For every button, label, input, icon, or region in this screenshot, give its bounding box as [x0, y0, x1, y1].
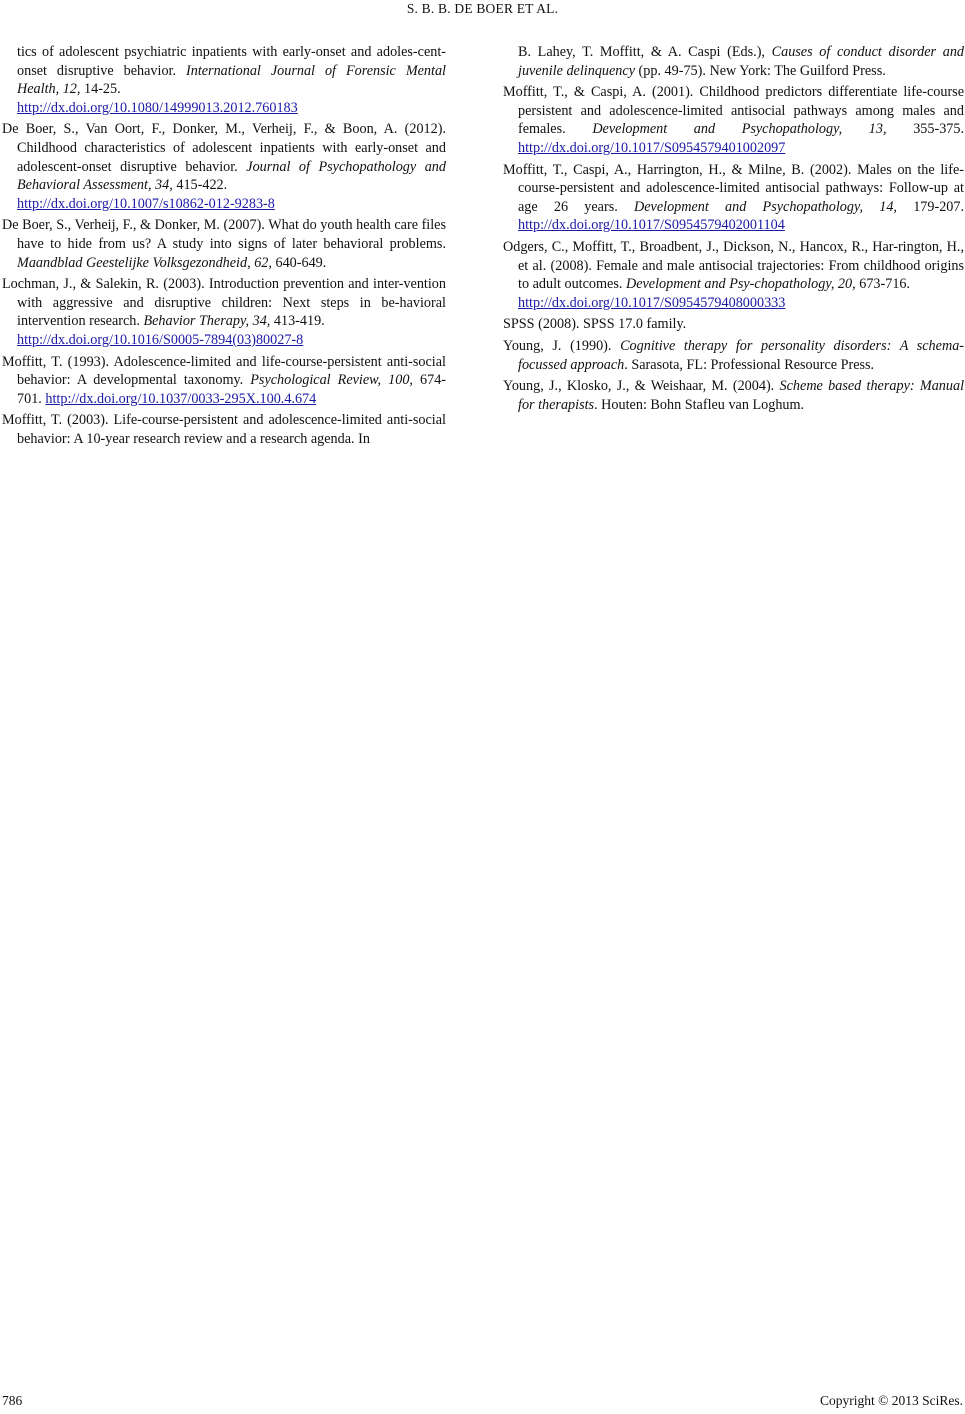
doi-link[interactable]: http://dx.doi.org/10.1017/S0954579408000333 [518, 294, 786, 311]
reference-entry [2, 216, 446, 272]
reference-authors: tics of adolescent psychiatric inpatients with early-onset and adoles-cent-onset disruptive behavior. [17, 44, 446, 79]
doi-link[interactable]: http://dx.doi.org/10.1007/s10862-012-9283-8 [17, 195, 275, 212]
doi-link[interactable]: http://dx.doi.org/10.1016/S0005-7894(03)80027-8 [17, 331, 304, 348]
reference-journal: Development and Psy-chopathology, 20, [625, 276, 856, 293]
reference-pages: 640-649. [275, 254, 327, 271]
doi-link[interactable]: http://dx.doi.org/10.1080/14999013.2012.760183 [17, 99, 298, 116]
reference-entry [503, 337, 964, 374]
reference-journal: Behavior Therapy, 34, [143, 313, 271, 330]
reference-entry [503, 83, 964, 157]
doi-link[interactable]: http://dx.doi.org/10.1017/S0954579401002097 [518, 139, 786, 156]
reference-entry [503, 161, 964, 235]
reference-book-title: Causes of conduct disorder and juvenile delinquency [518, 44, 965, 79]
running-head: S. B. B. DE BOER ET AL. [406, 1, 559, 16]
copyright-notice: Copyright © 2013 SciRes. [819, 1393, 963, 1408]
reference-journal: Development and Psychopathology, 14, [634, 198, 897, 215]
reference-pages: 673-716. [859, 276, 911, 293]
reference-pages: 413-419. [273, 313, 325, 330]
references-left-column [2, 43, 446, 451]
reference-authors: Young, J., Klosko, J., & Weishaar, M. (2004). [503, 378, 775, 395]
reference-pages: 14-25. [84, 81, 121, 98]
page-footer [0, 1391, 965, 1411]
doi-link[interactable]: http://dx.doi.org/10.1037/0033-295X.100.4.674 [45, 390, 317, 407]
reference-publisher: . Sarasota, FL: Professional Resource Press. [624, 356, 875, 373]
reference-entry [503, 43, 964, 80]
reference-entry [2, 43, 446, 117]
reference-pages: 355-375. [913, 121, 965, 138]
doi-link[interactable]: http://dx.doi.org/10.1017/S0954579402001104 [518, 217, 785, 234]
reference-entry [2, 353, 446, 409]
reference-authors: B. Lahey, T. Moffitt, & A. Caspi (Eds.), [518, 44, 765, 60]
reference-authors: Young, J. (1990). [503, 337, 612, 354]
reference-authors: Moffitt, T. (2003). Life-course-persistent and adolescence-limited anti-social behavior: A 10-year research review and a research agenda. In [2, 412, 446, 447]
reference-pages: 179-207. [913, 198, 965, 215]
reference-book-title: Cognitive therapy for personality disorders: A schema-focussed approach [518, 337, 965, 373]
reference-publisher: (pp. 49-75). New York: The Guilford Press. [638, 62, 886, 79]
reference-authors: De Boer, S., Van Oort, F., Donker, M., Verheij, F., & Boon, A. (2012). Childhood characteristics of adolescent inpatients with early-onset and adolescent-onset disruptive behavior. [2, 121, 446, 175]
reference-journal: Development and Psychopathology, 13, [592, 121, 887, 138]
reference-journal: International Journal of Forensic Mental Health, 12, [17, 62, 447, 98]
reference-entry [503, 377, 964, 414]
reference-pages: 674-701. [17, 372, 447, 407]
reference-publisher: . Houten: Bohn Stafleu van Loghum. [594, 396, 805, 413]
reference-entry [2, 120, 446, 213]
page-number: 786 [2, 1393, 23, 1408]
reference-journal: Journal of Psychopathology and Behavioral Assessment, 34, [17, 158, 446, 194]
reference-book-title: Scheme based therapy: Manual for therapists [518, 378, 965, 413]
reference-entry [503, 315, 964, 334]
references-right-column [503, 43, 964, 417]
reference-authors: Odgers, C., Moffitt, T., Broadbent, J., Dickson, N., Hancox, R., Har-rington, H., et al. (2008). Female and male antisocial trajectories: From childhood origins to adult outcomes. [503, 238, 964, 293]
reference-authors: Moffitt, T., Caspi, A., Harrington, H., & Milne, B. (2002). Males on the life-course-persistent and adolescence-limited antisocial pathways: Follow-up at age 26 years. [503, 161, 964, 215]
reference-authors: Moffitt, T., & Caspi, A. (2001). Childhood predictors differentiate life-course persistent and adolescence-limited antisocial pathways among males and females. [503, 84, 964, 138]
reference-entry [2, 275, 446, 349]
reference-journal: Psychological Review, 100, [250, 372, 413, 389]
reference-pages: 415-422. [176, 177, 228, 194]
reference-authors: De Boer, S., Verheij, F., & Donker, M. (2007). What do youth health care files have to hide from us? A study into signs of later behavioral problems. [2, 217, 446, 252]
reference-authors: Lochman, J., & Salekin, R. (2003). Introduction prevention and inter-vention with aggressive and disruptive children: Next steps in be-havioral intervention research. [2, 276, 446, 330]
reference-entry [503, 238, 964, 312]
reference-authors: Moffitt, T. (1993). Adolescence-limited and life-course-persistent anti-social behavior: A developmental taxonomy. [2, 353, 446, 389]
reference-journal: Maandblad Geestelijke Volksgezondheid, 62, [17, 254, 272, 271]
reference-entry [2, 411, 446, 448]
reference-authors: SPSS (2008). SPSS 17.0 family. [503, 316, 687, 333]
